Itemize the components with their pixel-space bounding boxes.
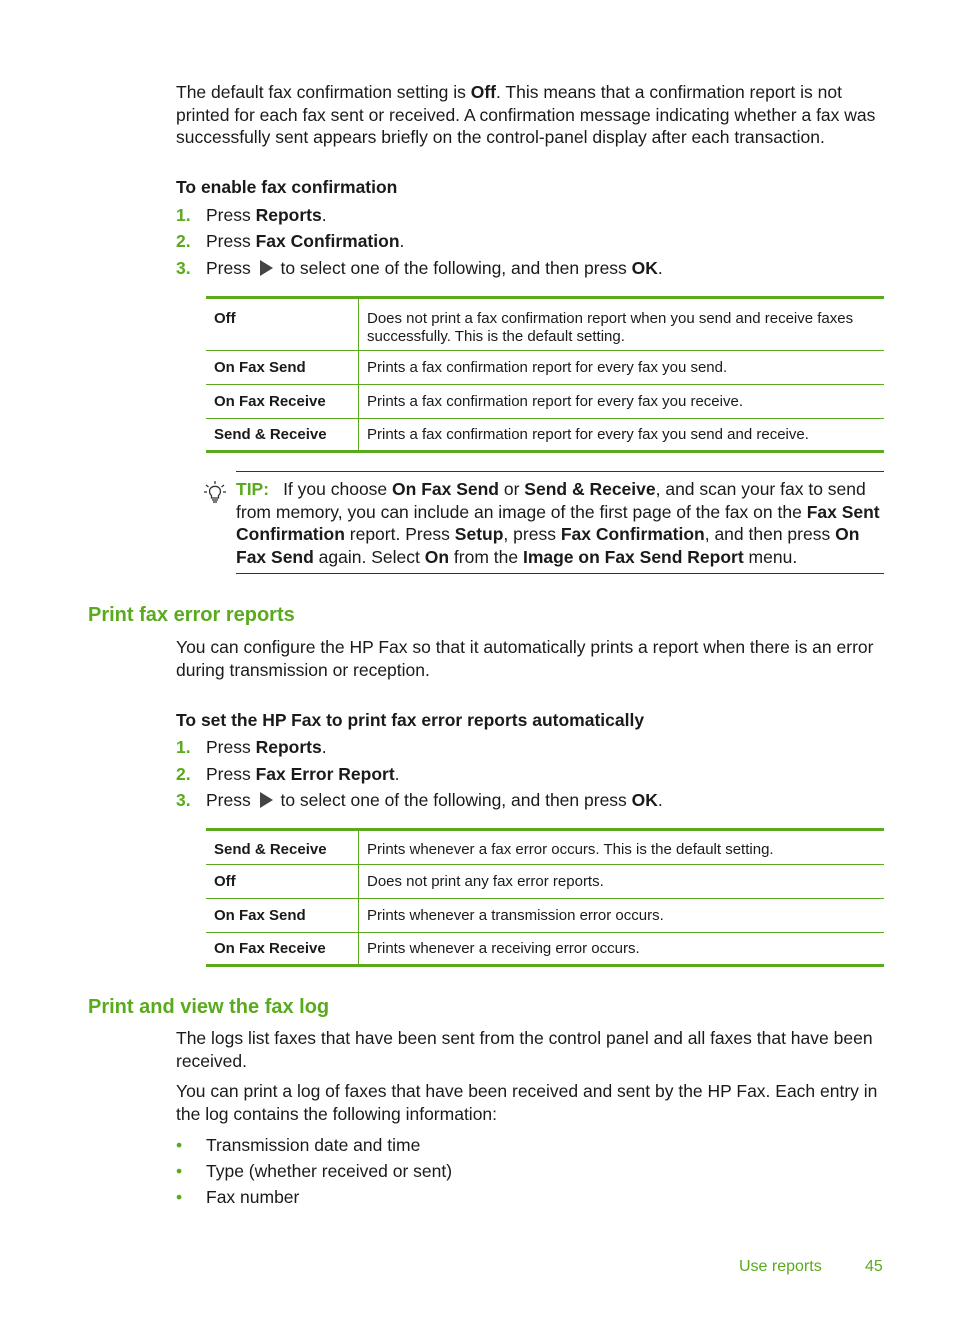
table-row xyxy=(206,865,884,899)
error-intro-paragraph: You can configure the HP Fax so that it automatically prints a report when there is an error during transmission or reception. xyxy=(176,637,874,680)
section-heading-error-reports: Print fax error reports xyxy=(88,604,295,626)
option-description: Does not print a fax confirmation report when you send and receive faxes successfully. This is the default setting. xyxy=(359,298,885,351)
step-text: Press xyxy=(206,205,256,225)
table-row xyxy=(206,933,884,966)
tip-text-run: , press xyxy=(503,524,561,544)
tip-bold-term: Image on Fax Send Report xyxy=(522,546,744,567)
log-paragraph-1: The logs list faxes that have been sent from the control panel and all faxes that have been received. xyxy=(176,1028,873,1071)
tip-text-run: again. Select xyxy=(313,546,425,567)
tip-text-run: menu. xyxy=(743,546,798,567)
step-text-mid: to select one of the following, and then press xyxy=(275,790,632,810)
table-row xyxy=(206,419,884,452)
step-bold-text: Fax Confirmation xyxy=(255,231,400,251)
option-name: Send & Receive xyxy=(206,419,359,452)
option-name: On Fax Receive xyxy=(206,385,359,419)
step-number: 2. xyxy=(176,764,191,784)
table-row xyxy=(206,385,884,419)
step-number: 1. xyxy=(176,737,191,757)
step-text: Press xyxy=(206,790,256,810)
option-name: On Fax Send xyxy=(206,351,359,385)
lightbulb-icon xyxy=(204,480,226,504)
tip-text xyxy=(236,478,888,568)
option-name: Send & Receive xyxy=(206,830,359,865)
step-bold-text: Reports xyxy=(255,205,322,225)
confirm-step-1 xyxy=(176,204,327,226)
tip-bold-term: On Fax Send xyxy=(392,479,499,499)
error-step-3 xyxy=(176,789,663,811)
step-text-end: . xyxy=(394,764,400,784)
footer-section-name: Use reports xyxy=(739,1258,822,1275)
confirm-options-table xyxy=(206,296,884,453)
list-item xyxy=(176,1187,299,1208)
tip-text-run: , and then press xyxy=(704,524,836,544)
tip-bold-term: On xyxy=(424,546,450,567)
tip-text-run: If you choose xyxy=(283,479,393,499)
tip-text-run: from the xyxy=(449,546,523,567)
right-arrow-icon xyxy=(260,792,273,808)
tip-bold-term: Send & Receive xyxy=(524,479,656,499)
tip-bold-term: On Fax Send xyxy=(236,524,860,567)
intro-text-1: The default fax confirmation setting is xyxy=(176,82,471,102)
tip-label: TIP: xyxy=(236,479,270,499)
list-item-text: Type (whether received or sent) xyxy=(206,1161,453,1181)
bullet-icon: • xyxy=(176,1187,183,1207)
tip-text-run: report. Press xyxy=(344,524,455,544)
table-row xyxy=(206,830,884,865)
tip-bottom-rule xyxy=(236,573,884,574)
page-number: 45 xyxy=(865,1258,883,1275)
option-description: Prints whenever a receiving error occurs. xyxy=(367,940,640,957)
list-item-text: Transmission date and time xyxy=(206,1135,421,1155)
step-bold-text: Reports xyxy=(255,737,322,757)
intro-paragraph xyxy=(176,81,888,149)
bullet-icon: • xyxy=(176,1161,183,1181)
step-text-end: . xyxy=(321,205,327,225)
option-description: Prints a fax confirmation report for every fax you send and receive. xyxy=(367,426,809,443)
option-name: On Fax Receive xyxy=(206,933,359,966)
list-item xyxy=(176,1161,452,1182)
step-number: 1. xyxy=(176,205,191,225)
confirm-procedure-title: To enable fax confirmation xyxy=(176,177,398,197)
step-text-end: . xyxy=(399,231,405,251)
list-item-text: Fax number xyxy=(206,1187,300,1207)
option-description: Prints whenever a transmission error occurs. xyxy=(359,899,885,933)
step-text: Press xyxy=(206,737,256,757)
error-options-table xyxy=(206,828,884,967)
step-bold-text: OK xyxy=(631,790,658,810)
error-step-1 xyxy=(176,736,327,758)
step-text-end: . xyxy=(657,258,663,278)
tip-bold-term: Setup xyxy=(454,524,504,544)
step-number: 2. xyxy=(176,231,191,251)
option-description: Does not print any fax error reports. xyxy=(359,865,885,899)
tip-bold-term: Fax Sent Confirmation xyxy=(236,501,880,544)
intro-text-2: . This means that a confirmation report is not printed for each fax sent or received. A confirmation message indicating whether a fax was successfully sent appears briefly on the control-panel display after each transaction. xyxy=(176,82,876,147)
step-bold-text: OK xyxy=(631,258,658,278)
error-step-2 xyxy=(176,763,400,785)
step-text: Press xyxy=(206,258,256,278)
bullet-icon: • xyxy=(176,1135,183,1155)
step-text: Press xyxy=(206,231,256,251)
log-paragraph-2: You can print a log of faxes that have been received and sent by the HP Fax. Each entry in the log contains the following information: xyxy=(176,1081,878,1124)
option-description: Prints whenever a fax error occurs. This is the default setting. xyxy=(359,830,885,865)
section-heading-fax-log: Print and view the fax log xyxy=(88,996,330,1018)
option-name: On Fax Send xyxy=(206,899,359,933)
error-procedure-title: To set the HP Fax to print fax error reports automatically xyxy=(176,710,645,730)
table-row xyxy=(206,351,884,385)
option-description: Prints a fax confirmation report for every fax you send. xyxy=(359,351,885,385)
confirm-step-2 xyxy=(176,230,404,252)
confirm-step-3 xyxy=(176,257,663,279)
tip-text-run: , and scan your fax to send from memory, you can include an image of the first page of the fax on the xyxy=(236,479,866,522)
step-text-mid: to select one of the following, and then press xyxy=(275,258,632,278)
list-item xyxy=(176,1135,420,1156)
tip-body xyxy=(236,479,880,567)
step-bold-text: Fax Error Report xyxy=(255,764,395,784)
option-name: Off xyxy=(206,298,359,351)
tip-top-rule xyxy=(236,471,884,472)
step-number: 3. xyxy=(176,790,191,810)
step-text: Press xyxy=(206,764,256,784)
table-row xyxy=(206,899,884,933)
step-text-end: . xyxy=(657,790,663,810)
option-description: Prints a fax confirmation report for every fax you receive. xyxy=(359,385,885,419)
option-name: Off xyxy=(206,865,359,899)
right-arrow-icon xyxy=(260,260,273,276)
step-text-end: . xyxy=(321,737,327,757)
intro-text-bold: Off xyxy=(470,82,497,102)
tip-text-run: or xyxy=(499,479,525,499)
table-row xyxy=(206,298,884,351)
tip-bold-term: Fax Confirmation xyxy=(560,524,705,544)
step-number: 3. xyxy=(176,258,191,278)
